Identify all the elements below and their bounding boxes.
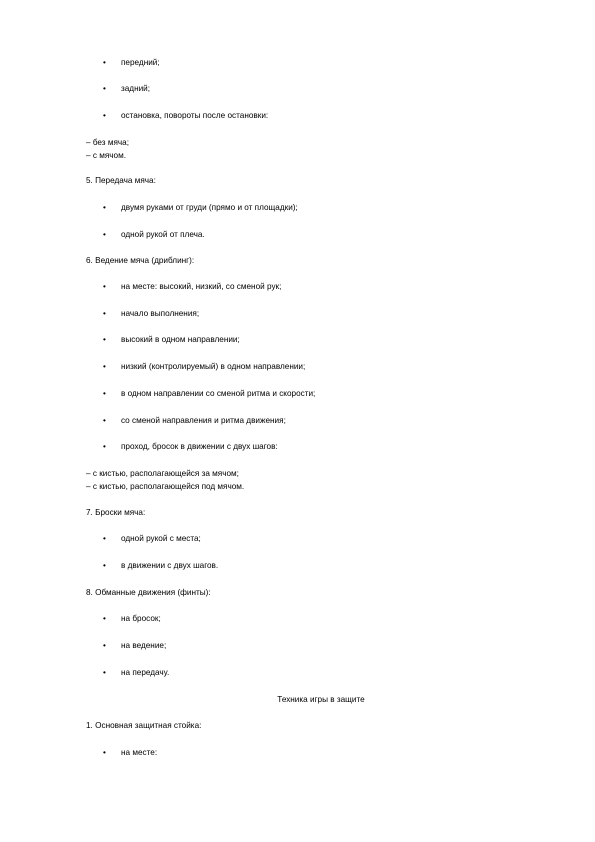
list-item-text: начало выполнения; [121,309,200,318]
list-item-text: со сменой направления и ритма движения; [121,416,286,425]
bullet-icon: • [103,641,106,650]
list-item-text: на месте: высокий, низкий, со сменой рук; [121,282,282,291]
bullet-icon: • [103,111,106,120]
list-item-text: на ведение; [121,641,167,650]
dash-line: – с кистью, располагающейся за мячом; [86,469,239,478]
list-item-text: на месте: [121,748,158,757]
section-heading: 6. Ведение мяча (дриблинг): [86,256,195,265]
list-item-text: одной рукой с места; [121,534,201,543]
bullet-icon: • [103,203,106,212]
list-item-text: проход, бросок в движении с двух шагов: [121,442,278,451]
bullet-icon: • [103,84,106,93]
list-item-text: одной рукой от плеча. [121,230,205,239]
section-heading: 7. Броски мяча: [86,508,146,517]
list-item-text: в движении с двух шагов. [121,561,219,570]
bullet-icon: • [103,309,106,318]
bullet-icon: • [103,230,106,239]
bullet-icon: • [103,282,106,291]
dash-line: – с мячом. [86,151,126,160]
bullet-icon: • [103,534,106,543]
bullet-icon: • [103,668,106,677]
section-heading: 5. Передача мяча: [86,176,156,185]
section-heading: 8. Обманные движения (финты): [86,588,211,597]
dash-line: – без мяча; [86,138,129,147]
section-heading: 1. Основная защитная стойка: [86,721,202,730]
dash-line: – с кистью, располагающейся под мячом. [86,482,245,491]
bullet-icon: • [103,389,106,398]
bullet-icon: • [103,561,106,570]
list-item-text: на передачу. [121,668,170,677]
list-item-text: задний; [121,84,151,93]
list-item-text: на бросок; [121,614,161,623]
bullet-icon: • [103,416,106,425]
bullet-icon: • [103,442,106,451]
bullet-icon: • [103,335,106,344]
bullet-icon: • [103,748,106,757]
bullet-icon: • [103,58,106,67]
list-item-text: низкий (контролируемый) в одном направлении; [121,362,306,371]
list-item-text: передний; [121,58,160,67]
bullet-icon: • [103,362,106,371]
list-item-text: двумя руками от груди (прямо и от площадки); [121,203,298,212]
list-item-text: остановка, повороты после остановки: [121,111,269,120]
bullet-icon: • [103,614,106,623]
list-item-text: высокий в одном направлении; [121,335,240,344]
section-title: Техника игры в защите [277,695,365,704]
list-item-text: в одном направлении со сменой ритма и скорости; [121,389,316,398]
